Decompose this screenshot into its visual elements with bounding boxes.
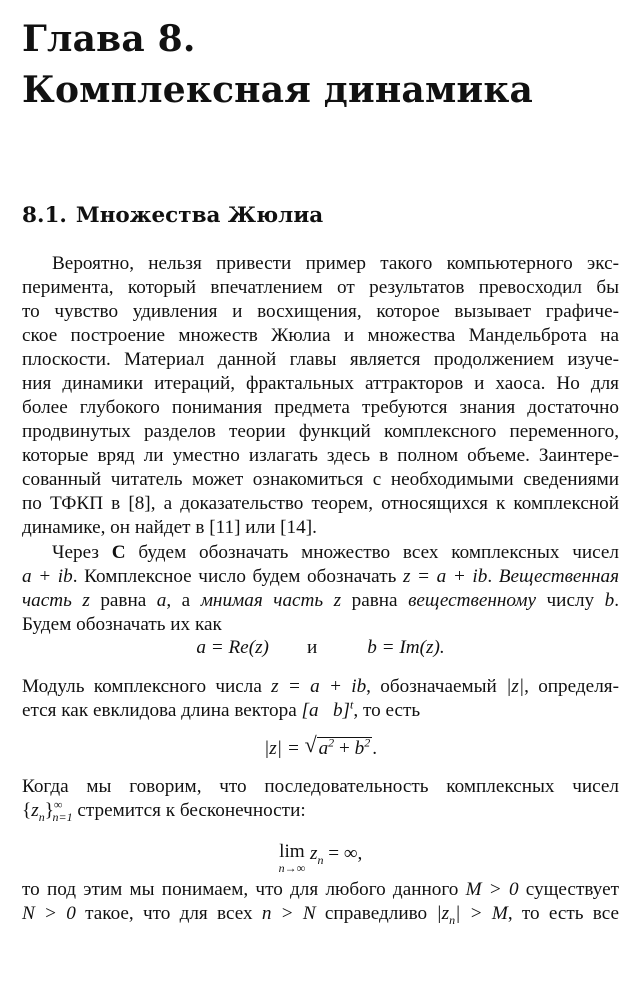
text-line: более глубокого понимания предмета требуются знания достаточно <box>22 397 619 418</box>
text-line: перимента, который впечатлением от результатов превосходил бы <box>22 277 619 298</box>
square-root: √ $a^2 + b^2$ <box>304 732 371 759</box>
text-line: Вероятно, нельзя привести пример такого компьютерного экс- <box>52 253 619 274</box>
text-line: часть z равна a, а мнимая часть z равна вещественному числу b. <box>22 590 620 611</box>
text-line: то под этим мы понимаем, что для любого данного M > 0 существует <box>22 879 619 900</box>
text-line: плоскости. Материал данной главы является продолжением изуче- <box>22 349 619 370</box>
text-line: N > 0 такое, что для всех n > N справедливо $|z_n| > M$, то есть все <box>22 903 619 927</box>
equation-limit: lim n→∞ $z_n$ = ∞, <box>278 841 363 875</box>
text-line: продвинутых разделов теории функций комплексного переменного, <box>22 421 619 442</box>
chapter-label: Глава 8. <box>22 18 196 60</box>
emphasis-term: мнимая часть <box>200 590 324 611</box>
text-line: Через C будем обозначать множество всех комплексных чисел <box>52 542 619 563</box>
text-line: по ТФКП в [8], а доказательство теорем, относящихся к комплексной <box>22 493 619 514</box>
emphasis-term: вещественному <box>408 590 537 611</box>
section-title: Множества Жюлиа <box>75 203 324 228</box>
text-line: Когда мы говорим, что последовательность комплексных чисел <box>22 776 619 797</box>
text-line: ется как евклидова длина вектора [a b]$^t$, то есть <box>22 697 421 721</box>
section-heading <box>22 203 323 228</box>
chapter-heading <box>22 14 533 116</box>
text-line: динамике, он найдет в [11] или [14]. <box>22 517 317 538</box>
text-line: a + ib. Комплексное число будем обозначать z = a + ib. Вещественная <box>22 566 619 587</box>
equation-real-imag: a = Re(z) и b = Im(z). <box>196 637 445 658</box>
text-line: Будем обозначать их как <box>22 614 222 635</box>
equation-modulus: |z| = √ $a^2 + b^2$ . <box>264 732 377 759</box>
text-line: ния динамики итераций, фрактальных аттракторов и хаоса. Но для <box>22 373 619 394</box>
emphasis-term: Вещественная <box>498 566 619 587</box>
text-line: которые вряд ли уместно излагать здесь в полном объеме. Заинтере- <box>22 445 619 466</box>
chapter-title: Комплексная динамика <box>22 69 534 111</box>
complex-set-symbol: C <box>111 542 126 563</box>
section-number: 8.1. <box>22 203 67 228</box>
emphasis-term: часть <box>22 590 72 611</box>
text-line: $\{z_n\}^\infty_{n=1}$ стремится к бесконечности: <box>22 797 306 824</box>
text-line: сованный читатель может ознакомиться с необходимыми сведениями <box>22 469 619 490</box>
text-line: Модуль комплексного числа z = a + ib, обозначаемый |z|, определя- <box>22 676 619 697</box>
text-line: ское построение множеств Жюлиа и множества Мандельброта на <box>22 325 619 346</box>
text-line: то чувство удивления и восхищения, которое вызывает графиче- <box>22 301 619 322</box>
